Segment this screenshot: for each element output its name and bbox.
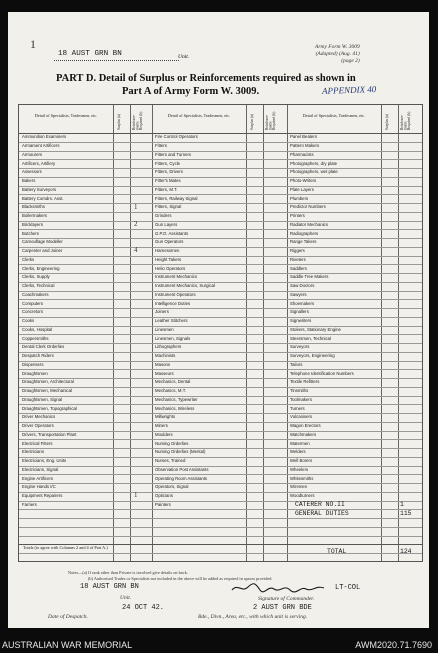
extra-trade-value: 1 [400, 500, 404, 508]
table-row-label: Drivers, Transportation Plant [22, 431, 77, 437]
row-rule [19, 413, 422, 414]
table-row-label: Battery Surveyors [22, 186, 57, 192]
table-row-label: Woodturners [290, 493, 315, 499]
reinforcements-header: Reinforce- ments Required (b) [265, 111, 277, 130]
table-row-label: Instrument Operators [155, 291, 196, 297]
table-row-label: Fitters, Cycle [155, 160, 181, 166]
table-row-label: Toolmakers [290, 396, 312, 402]
table-row-label: Radiator Mechanics [290, 221, 328, 227]
table-row-label: Plumbers [290, 195, 309, 201]
row-rule [19, 186, 422, 187]
column-header-2: Detail of Specialists, Tradesmen, etc. [167, 113, 231, 118]
form-page: (page 2) [341, 57, 360, 64]
row-rule [19, 527, 422, 528]
extra-trade-value: 115 [400, 509, 412, 517]
row-rule [19, 553, 422, 554]
extra-trade-label: GENERAL DUTIES [295, 509, 349, 517]
table-row-label: Operating Room Assistants [155, 475, 208, 481]
table-row-label: Nursing Orderlies (Mental) [155, 449, 206, 455]
table-row-label: Lithographers [155, 344, 182, 350]
unit-dotted-line [54, 60, 179, 61]
table-row-label: Pharmacists [290, 151, 314, 157]
table-row-label: Equipment Repairers [22, 493, 63, 499]
table-row-label: Printers [290, 213, 305, 219]
table-row-label: Instrument Mechanics [155, 274, 198, 280]
column-header-3: Detail of Specialists, Tradesmen, etc. [302, 113, 366, 118]
footer-unit: 18 AUST GRN BN [80, 583, 139, 591]
form-sheet [8, 12, 429, 628]
table-row-label: Surveyors, Engineering [290, 353, 335, 359]
table-row-label: Opticians [155, 493, 173, 499]
table-row-label: Shoemakers [290, 300, 315, 306]
table-row-label: Farriers [22, 501, 37, 507]
table-row-label: Painters [155, 501, 171, 507]
table-row-label: Electricians [22, 449, 44, 455]
signature-scrawl [230, 582, 326, 594]
row-rule [19, 203, 422, 204]
table-row-label: Draughtsmen, Topographical [22, 405, 77, 411]
table-row-label: Helio Operators [155, 265, 186, 271]
row-rule [19, 282, 422, 283]
caption-right: AWM2020.71.7690 [355, 640, 432, 650]
table-row-label: Sawyers [290, 291, 307, 297]
despatch-date: 24 OCT 42. [122, 604, 165, 612]
header-rule [19, 133, 422, 134]
table-row-label: Riveters [290, 256, 306, 262]
table-row-label: Draughtsmen, Architectural [22, 379, 74, 385]
surplus-header: Surplus (a) [250, 114, 254, 130]
table-row-label: Range Takers [290, 239, 317, 245]
table-row-label: Armament Artificers [22, 143, 60, 149]
table-row-label: Masons [155, 361, 171, 367]
row-rule [19, 404, 422, 405]
table-row-label: Mechanics, Wireless [155, 405, 195, 411]
row-rule [19, 238, 422, 239]
caption-left: AUSTRALIAN WAR MEMORIAL [2, 640, 133, 650]
table-row-label: Fire Control Operators [155, 134, 198, 140]
extra-trade-label: CATERER NO.II [295, 500, 345, 508]
table-row-label: Cooks, Hospital [22, 326, 53, 332]
table-row-label: Assessors [22, 169, 42, 175]
row-rule [19, 483, 422, 484]
table-row-label: Photo-Writers [290, 178, 317, 184]
form-identifier [315, 44, 360, 65]
table-row-label: Leather Stitchers [155, 318, 188, 324]
row-rule [19, 396, 422, 397]
table-row-label: Cooks [22, 318, 35, 324]
row-rule [19, 256, 422, 257]
row-rule [19, 291, 422, 292]
appendix-handwritten: APPENDIX 40 [321, 84, 377, 96]
row-rule [19, 439, 422, 440]
row-rule [19, 501, 422, 502]
table-row-label: Joiners [155, 309, 169, 315]
note-a: Notes—(a) If rank other than Private is involved give details on back. [68, 570, 188, 575]
table-row-label: Watchmakers [290, 431, 317, 437]
formation-label: Bde., Divn., Area, etc., with which unit is serving. [198, 614, 308, 620]
table-row-label: Pattern Makers [290, 143, 320, 149]
row-rule [19, 264, 422, 265]
table-row-label: Steersmen, Technical [290, 335, 332, 341]
table-row-label: Electricians, Signal [22, 466, 59, 472]
table-row-label: Miners [155, 423, 168, 429]
row-rule [19, 431, 422, 432]
row-rule [19, 326, 422, 327]
surplus-header: Surplus (a) [117, 114, 121, 130]
table-row-label: Draughtsmen, Mechanical [22, 388, 72, 394]
commander-rank: LT-COL [335, 584, 361, 592]
table-row-label: Instrument Mechanics, Surgical [155, 283, 215, 289]
form-number: Army Form W. 3009 [315, 44, 360, 50]
table-row-label: Photographers, dry plate [290, 160, 338, 166]
table-row-label: Welders [290, 449, 306, 455]
table-row-label: Engine Artificers [22, 475, 54, 481]
row-rule [19, 474, 422, 475]
column-header-1: Detail of Specialists, Tradesmen, etc. [34, 113, 98, 118]
table-row-label: Dispensers [22, 361, 44, 367]
table-row-label: Fitter's Mates [155, 178, 181, 184]
row-rule [19, 387, 422, 388]
row-rule [19, 229, 422, 230]
row-rule [19, 509, 422, 510]
table-row-label: Engine Hands I/C [22, 484, 56, 490]
table-row-label: Saddlers [290, 265, 307, 271]
corner-mark: 1 [30, 37, 36, 51]
table-row-label: Mechanics, Dental [155, 379, 191, 385]
table-row-label: Observation Post Assistants [155, 466, 209, 472]
table-row-label: Linesmen, Signals [155, 335, 191, 341]
row-rule [19, 221, 422, 222]
row-rule [19, 457, 422, 458]
table-row-label: Mechanics, Typewriter [155, 396, 198, 402]
table-row-label: Linesmen [155, 326, 174, 332]
table-row-label: Fitters, Signal [155, 204, 182, 210]
table-row-label: Photographers, wet plate [290, 169, 338, 175]
table-row-label: Driver Mechanics [22, 414, 56, 420]
form-adapted: (Adapted) (Aug. 41) [315, 50, 360, 57]
table-row-label: Mechanics, M.T. [155, 388, 187, 394]
row-rule [19, 536, 422, 537]
table-row-label: Driver Operators [22, 423, 54, 429]
row-rule [19, 159, 422, 160]
reinforcement-value: 1 [134, 202, 138, 211]
table-row-label: Textile Refitters [290, 379, 320, 385]
row-rule [19, 194, 422, 195]
reinforcement-value: 1 [134, 491, 138, 500]
table-row-label: Plate Layers [290, 186, 314, 192]
total-value: 124 [400, 547, 412, 555]
table-row-label: Blacksmiths [22, 204, 45, 210]
row-rule [19, 422, 422, 423]
table-row-label: Tinsmiths [290, 388, 309, 394]
table-row-label: Watermen [290, 440, 310, 446]
table-row-label: Ammunition Examiners [22, 134, 67, 140]
commander-signature [230, 582, 326, 594]
row-rule [19, 343, 422, 344]
table-row-label: Gun Layers [155, 221, 178, 227]
surplus-header: Surplus (a) [385, 114, 389, 130]
table-row-label: Gun Operators [155, 239, 184, 245]
note-b: (b) Authorised Trades or Specialists not included in the above will be added as required in spaces provided. [88, 576, 273, 582]
total-label: TOTAL [327, 547, 347, 555]
totals-rule [19, 544, 422, 545]
table-row-label: Operators, Signal [155, 484, 189, 490]
table-row-label: Machinists [155, 353, 176, 359]
row-rule [19, 168, 422, 169]
row-rule [19, 518, 422, 519]
table-row-label: Panel Beaters [290, 134, 317, 140]
unit-label: Unit. [178, 54, 190, 60]
row-rule [19, 361, 422, 362]
table-row-label: G.P.O. Assistants [155, 230, 189, 236]
row-rule [19, 247, 422, 248]
table-row-label: Fitters, Drivers [155, 169, 183, 175]
totals-label: Totals (to agree with Columns 2 and 4 of Part A.) [23, 544, 108, 550]
table-row-label: Intelligence Duties [155, 300, 191, 306]
table-row-label: Armourers [22, 151, 43, 157]
row-rule [19, 273, 422, 274]
table-row-label: Coppersmiths [22, 335, 49, 341]
table-row-label: Artificers, Artillery [22, 160, 56, 166]
table-row-label: Clerks, Technical [22, 283, 55, 289]
table-row-label: Riggers [290, 248, 305, 254]
table-row-label: Electricians, Eng. Units [22, 458, 67, 464]
row-rule [19, 212, 422, 213]
table-row-label: Grinders [155, 213, 172, 219]
despatch-date-label: Date of Despatch. [48, 614, 88, 620]
table-row-label: Bakers [22, 178, 36, 184]
table-row-label: Fitters, M.T. [155, 186, 178, 192]
table-row-label: Stokers, Stationary Engine [290, 326, 341, 332]
table-row-label: Clerks, Engineering [22, 265, 60, 271]
row-rule [19, 177, 422, 178]
row-rule [19, 352, 422, 353]
table-row-label: Coachmakers [22, 291, 49, 297]
row-rule [19, 308, 422, 309]
row-rule [19, 151, 422, 152]
unit-typed: 18 AUST GRN BN [58, 50, 122, 58]
specialists-table [18, 104, 423, 562]
table-row-label: Despatch Riders [22, 353, 54, 359]
row-rule [19, 448, 422, 449]
table-row-label: Turners [290, 405, 305, 411]
page-title: PART D. Detail of Surplus or Reinforcements required as shown in [56, 73, 356, 84]
table-row-label: Whitesmiths [290, 475, 314, 481]
signature-label: Signature of Commander. [258, 596, 315, 602]
table-row-label: Camouflage Modeller [22, 239, 63, 245]
table-row-label: Telephone Identification Numbers [290, 370, 354, 376]
table-row-label: Fitters, Railway Signal [155, 195, 198, 201]
table-row-label: Electrical Fitters [22, 440, 53, 446]
table-row-label: Nurses, Trained [155, 458, 186, 464]
table-row-label: Signwriters [290, 318, 312, 324]
table-row-label: Computers [22, 300, 44, 306]
page-title-line2: Part A of Army Form W. 3009. [122, 86, 260, 97]
table-row-label: Dental Clerk Orderlies [22, 344, 65, 350]
table-row-label: Masseurs [155, 370, 174, 376]
table-row-label: Draughtsmen [22, 370, 48, 376]
reinforcement-value: 4 [134, 246, 138, 255]
table-row-label: Fitters [155, 143, 167, 149]
table-row-label: Saw Doctors [290, 283, 315, 289]
table-row-label: Fitters and Turners [155, 151, 192, 157]
table-row-label: Boilermakers [22, 213, 48, 219]
reinforcements-header: Reinforce- ments Required (b) [400, 111, 412, 130]
table-row-label: Saddle Tree Makers [290, 274, 329, 280]
table-row-label: Well Borers [290, 458, 313, 464]
row-rule [19, 369, 422, 370]
row-rule [19, 378, 422, 379]
table-row-label: Butchers [22, 230, 39, 236]
table-row-label: Tailors [290, 361, 303, 367]
reinforcements-header: Reinforce- ments Required (b) [132, 111, 144, 130]
table-row-label: Wiremen [290, 484, 308, 490]
table-row-label: Clerks, Supply [22, 274, 50, 280]
table-row-label: Wagon Erectors [290, 423, 321, 429]
table-row-label: Carpenter and Joiner [22, 248, 63, 254]
table-row-label: Height Takers [155, 256, 182, 262]
row-rule [19, 142, 422, 143]
reinforcement-value: 2 [134, 220, 138, 228]
table-row-label: Draughtsmen, Signal [22, 396, 63, 402]
table-row-label: Surveyors [290, 344, 310, 350]
table-row-label: Concretors [22, 309, 44, 315]
table-row-label: Moulders [155, 431, 173, 437]
row-rule [19, 317, 422, 318]
table-row-label: Radiographers [290, 230, 319, 236]
table-row-label: Millwrights [155, 414, 176, 420]
row-rule [19, 492, 422, 493]
table-row-label: Harnessmen [155, 248, 180, 254]
notes [68, 570, 273, 582]
table-row-label: Bricklayers [22, 221, 44, 227]
table-row-label: Battery Comdrs. Asst. [22, 195, 64, 201]
table-row-label: Signallers [290, 309, 309, 315]
table-row-label: Vulcanisers [290, 414, 313, 420]
row-rule [19, 299, 422, 300]
formation-typed: 2 AUST GRN BDE [253, 604, 312, 612]
row-rule [19, 466, 422, 467]
table-row-label: Predictor Numbers [290, 204, 326, 210]
table-row-label: Nursing Orderlies [155, 440, 189, 446]
footer-unit-label: Unit. [120, 595, 132, 601]
table-row-label: Clerks [22, 256, 35, 262]
row-rule [19, 334, 422, 335]
table-row-label: Wheelers [290, 466, 309, 472]
